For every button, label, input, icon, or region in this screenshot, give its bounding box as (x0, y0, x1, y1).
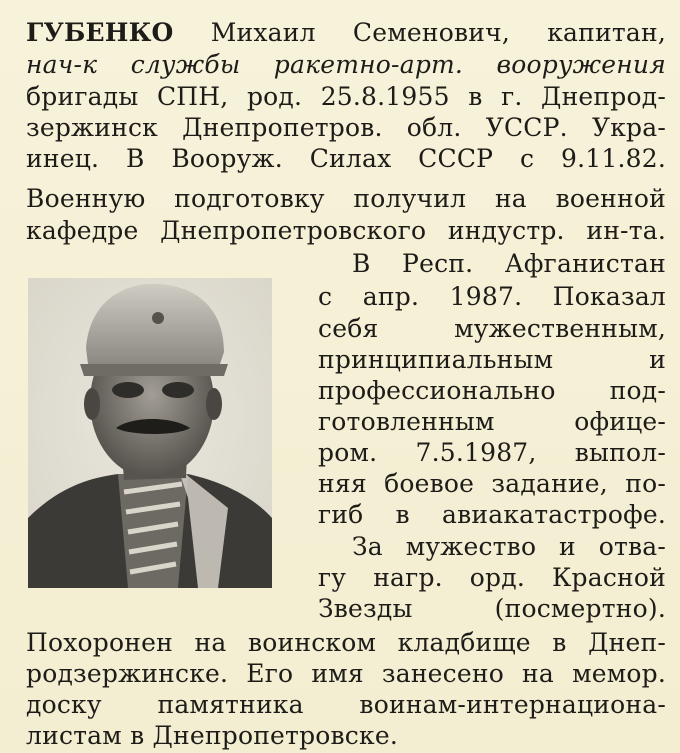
right-line: гиб в авиакатастрофе. (318, 500, 666, 529)
surname: ГУБЕНКО (26, 18, 174, 47)
body-line-7: кафедре Днепропетровского индустр. ин-та. (26, 216, 666, 245)
portrait-photo (28, 278, 272, 588)
body-line-6: Военную подготовку получил на военной (26, 184, 666, 213)
bottom-line: Похоронен на воинском кладбище в Днеп- (26, 628, 666, 657)
header-line-3: бригады СПН, род. 25.8.1955 в г. Днепрод- (26, 82, 666, 111)
right-line: принципиальным и (318, 345, 666, 374)
header-line-1 (26, 18, 666, 48)
header-line-2: нач-к службы ракетно-арт. вооружения (26, 50, 666, 79)
right-line: с апр. 1987. Показал (318, 282, 666, 311)
header-line-4: зержинск Днепропетров. обл. УССР. Укра- (26, 113, 666, 142)
right-line: За мужество и отва- (352, 532, 666, 561)
right-line: Звезды (посмертно). (318, 594, 666, 623)
right-line: готовленным офице- (318, 407, 666, 436)
right-line: себя мужественным, (318, 314, 666, 343)
header-line-5: инец. В Вооруж. Силах СССР с 9.11.82. (26, 144, 666, 173)
right-line: ром. 7.5.1987, выпол- (318, 438, 666, 467)
right-line: В Респ. Афганистан (352, 249, 666, 278)
bottom-line: родзержинске. Его имя занесено на мемор. (26, 659, 666, 688)
portrait-photo-image (28, 278, 272, 588)
right-line: няя боевое задание, по- (318, 469, 666, 498)
name-rank: Михаил Семенович, капитан, (210, 18, 666, 47)
bottom-line: листам в Днепропетровске. (26, 721, 398, 750)
bottom-line: доску памятника воинам-интернациона- (26, 690, 666, 719)
right-line: гу нагр. орд. Красной (318, 563, 666, 592)
right-line: профессионально под- (318, 376, 666, 405)
